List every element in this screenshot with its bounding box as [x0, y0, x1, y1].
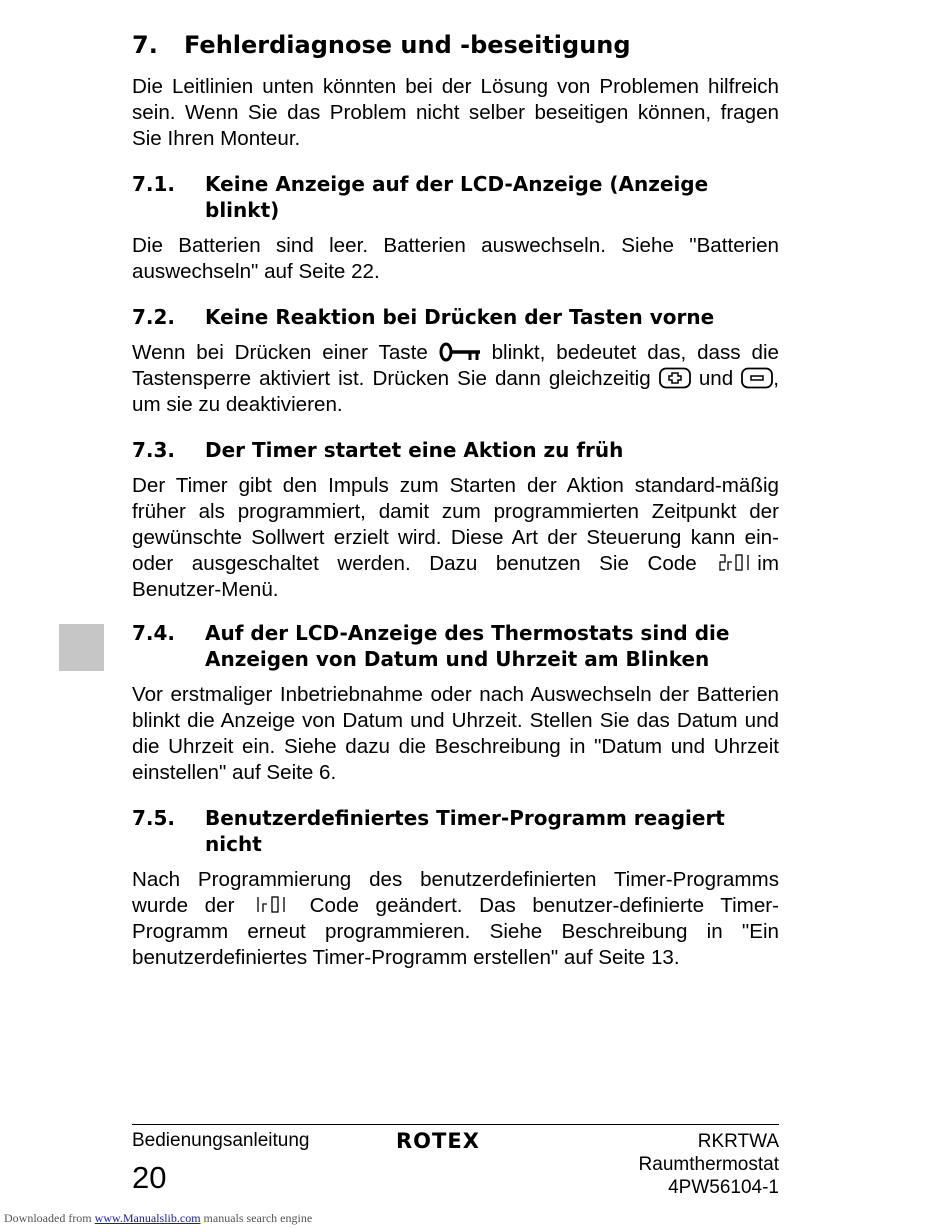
manualslib-link[interactable]: www.Manualslib.com [94, 1211, 201, 1225]
download-suffix: manuals search engine [203, 1211, 313, 1225]
section-heading [132, 437, 779, 463]
download-prefix: Downloaded from [4, 1211, 92, 1225]
section-title: Auf der LCD-Anzeige des Thermostats sind die Anzeigen von Datum und Uhrzeit am Blinken [205, 621, 730, 671]
chapter-tab-marker [59, 624, 104, 671]
lcd-code-2r01-icon [719, 553, 753, 573]
text-part: Code geändert. Das benutzer-definierte Timer-Programm erneut programmieren. Siehe Beschreibung in "Ein benutzerdefiniertes Timer-Programm erstellen" auf Seite 13. [132, 894, 779, 969]
footer-product: Raumthermostat [638, 1154, 779, 1175]
section-7-2 [132, 304, 779, 418]
section-heading [132, 304, 779, 330]
page-content [132, 28, 779, 971]
rotex-logo: ROTEX [396, 1129, 480, 1153]
text-part: , um sie zu deaktivieren. [132, 367, 779, 416]
section-number: 7.2. [132, 305, 176, 329]
minus-button-icon [741, 367, 773, 389]
section-number: 7.5. [132, 806, 176, 830]
section-text: Die Batterien sind leer. Batterien auswechseln. Siehe "Batterien auswechseln" auf Seite 22. [132, 234, 779, 283]
text-part: blinkt, bedeutet das, dass die Tastensperre aktiviert ist. Drücken Sie dann gleichzeitig [132, 341, 779, 390]
text-part: und [698, 367, 734, 390]
plus-button-icon [659, 367, 691, 389]
section-heading [132, 171, 779, 223]
download-notice [4, 1211, 312, 1225]
section-7-1 [132, 171, 779, 285]
section-number: 7.4. [132, 621, 176, 645]
section-title: Keine Reaktion bei Drücken der Tasten vorne [205, 305, 715, 329]
text-part: im Benutzer-Menü. [132, 552, 779, 601]
section-text: Vor erstmaliger Inbetriebnahme oder nach Auswechseln der Batterien blinkt die Anzeige von Datum und Uhrzeit. Stellen Sie das Datum und die Uhrzeit ein. Siehe dazu die Beschreibung in "Datum und Uhrzeit einstellen" auf Seite 6. [132, 683, 779, 784]
section-title: Benutzerdefiniertes Timer-Programm reagiert nicht [205, 806, 725, 856]
footer-product-info [639, 1130, 779, 1199]
section-heading [132, 620, 779, 672]
key-icon [439, 341, 481, 363]
chapter-heading [132, 28, 779, 62]
section-heading [132, 805, 779, 857]
page-number: 20 [132, 1160, 167, 1195]
text-part: Der Timer gibt den Impuls zum Starten der Aktion standard-mäßig früher als programmiert, damit zum programmierten Zeitpunkt der gewünschte Sollwert erzielt wird. Diese Art der Steuerung kann ein- oder ausgeschaltet werden. Dazu benutzen Sie Code [132, 474, 779, 575]
lcd-code-1r01-icon [255, 895, 289, 915]
text-part: Wenn bei Drücken einer Taste [132, 341, 428, 364]
section-title: Der Timer startet eine Aktion zu früh [205, 438, 624, 462]
chapter-number: 7. [132, 31, 158, 59]
section-7-3 [132, 437, 779, 603]
text-part: Nach Programmierung des benutzerdefinierten Timer-Programms wurde der [132, 868, 779, 917]
footer-model: RKRTWA [697, 1131, 779, 1152]
section-number: 7.3. [132, 438, 176, 462]
section-text [132, 340, 779, 418]
section-number: 7.1. [132, 172, 176, 196]
footer-part-number: 4PW56104-1 [668, 1177, 779, 1198]
intro-paragraph: Die Leitlinien unten könnten bei der Lösung von Problemen hilfreich sein. Wenn Sie das Problem nicht selber beseitigen können, fragen Sie Ihren Monteur. [132, 75, 779, 150]
footer-divider [132, 1124, 779, 1125]
section-text [132, 867, 779, 971]
section-text [132, 473, 779, 603]
chapter-title: Fehlerdiagnose und -beseitigung [184, 31, 631, 59]
section-7-4 [132, 620, 779, 786]
section-7-5 [132, 805, 779, 971]
section-title: Keine Anzeige auf der LCD-Anzeige (Anzeige blinkt) [205, 172, 709, 222]
footer-doc-type: Bedienungsanleitung [132, 1130, 310, 1151]
